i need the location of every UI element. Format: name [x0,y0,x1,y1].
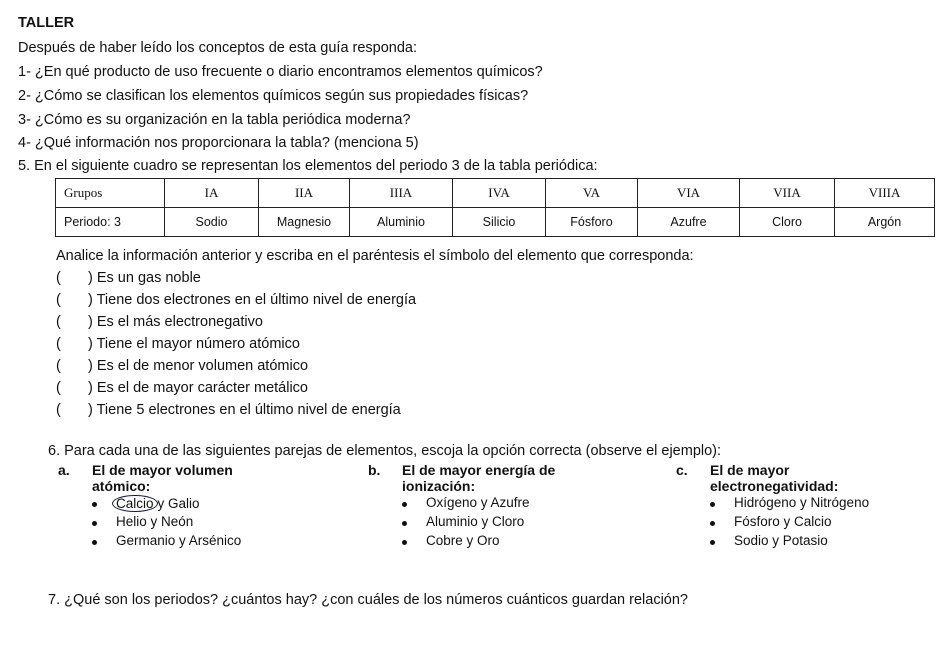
list-item [92,514,338,533]
pair-text: Germanio y Arsénico [116,533,242,548]
list-item [56,358,308,374]
table-cell: Sodio [165,208,259,237]
pair-text: Hidrógeno y Nitrógeno [734,495,870,510]
paren-open: ( [56,380,61,396]
question-1: 1- ¿En qué producto de uso frecuente o diario encontramos elementos químicos? [18,64,543,80]
table-cell: Magnesio [259,208,350,237]
intro-text: Después de haber leído los conceptos de esta guía responda: [18,40,418,56]
paren-item-text: ) Tiene dos electrones en el último nivel de energía [88,292,417,308]
table-cell: VA [546,179,638,208]
table-cell: Grupos [56,179,165,208]
table-cell: Periodo: 3 [56,208,165,237]
paren-item-text: ) Es un gas noble [88,270,201,286]
list-item [56,336,300,352]
question-6: 6. Para cada una de las siguientes parejas de elementos, escoja la opción correcta (observe el ejemplo): [48,443,722,459]
paren-open: ( [56,402,61,418]
worksheet-title: TALLER [18,15,75,31]
table-cell: IIA [259,179,350,208]
paren-item-text: ) Es el de mayor carácter metálico [88,380,308,396]
table-cell: IA [165,179,259,208]
pair-text: Oxígeno y Azufre [426,495,530,510]
option-subheading: ionización: [402,478,476,494]
list-item [402,533,658,552]
paren-open: ( [56,270,61,286]
list-item [56,314,263,330]
question-5: 5. En el siguiente cuadro se representan los elementos del periodo 3 de la tabla periódica: [18,158,598,174]
bullet-icon [92,502,97,507]
option-letter: c. [676,462,688,478]
analyze-instruction: Analice la información anterior y escriba en el paréntesis el símbolo del elemento que corresponda: [56,248,694,264]
bullet-icon [402,502,407,507]
option-letter: a. [58,462,70,478]
table-row [56,208,935,237]
paren-open: ( [56,292,61,308]
list-item [710,514,938,533]
option-subheading: electronegatividad: [710,478,839,494]
list-item [402,514,658,533]
bullet-icon [710,502,715,507]
paren-item-text: ) Es el más electronegativo [88,314,263,330]
list-item [56,402,401,418]
circled-answer: Calcio [112,495,158,512]
table-cell: Silicio [453,208,546,237]
paren-open: ( [56,314,61,330]
table-cell: Fósforo [546,208,638,237]
question-7: 7. ¿Qué son los periodos? ¿cuántos hay? ¿con cuáles de los números cuánticos guardan relación? [48,592,688,608]
list-item [56,292,416,308]
table-cell: Cloro [740,208,835,237]
option-letter: b. [368,462,381,478]
bullet-icon [710,540,715,545]
pair-text: Cobre y Oro [426,533,500,548]
table-cell: IVA [453,179,546,208]
pair-text: Helio y Neón [116,514,194,529]
option-heading: El de mayor volumen [92,462,233,478]
pair-text: Fósforo y Calcio [734,514,832,529]
option-b [368,462,658,552]
list-item [56,380,308,396]
question-3: 3- ¿Cómo es su organización en la tabla periódica moderna? [18,112,411,128]
paren-item-text: ) Tiene el mayor número atómico [88,336,300,352]
option-heading: El de mayor [710,462,790,478]
bullet-icon [402,521,407,526]
question-4: 4- ¿Qué información nos proporcionara la tabla? (menciona 5) [18,135,419,151]
bullet-icon [402,540,407,545]
bullet-icon [92,521,97,526]
list-item [402,495,658,514]
pair-text: Sodio y Potasio [734,533,828,548]
paren-item-text: ) Tiene 5 electrones en el último nivel de energía [88,402,401,418]
period-3-table [55,178,935,237]
table-cell: VIIIA [835,179,935,208]
option-a [58,462,338,552]
pair-text: Aluminio y Cloro [426,514,525,529]
table-header-row [56,179,935,208]
pair-rest: y Galio [157,496,200,511]
option-subheading: atómico: [92,478,151,494]
question-2: 2- ¿Cómo se clasifican los elementos químicos según sus propiedades físicas? [18,88,529,104]
list-item [56,270,201,286]
list-item [710,495,938,514]
paren-item-text: ) Es el de menor volumen atómico [88,358,309,374]
list-item [92,495,338,514]
table-cell: Argón [835,208,935,237]
table-cell: VIIA [740,179,835,208]
list-item [710,533,938,552]
bullet-icon [710,521,715,526]
option-heading: El de mayor energía de [402,462,556,478]
bullet-icon [92,540,97,545]
table-cell: Aluminio [350,208,453,237]
paren-open: ( [56,358,61,374]
table-cell: VIA [638,179,740,208]
option-c [676,462,938,552]
table-cell: IIIA [350,179,453,208]
paren-open: ( [56,336,61,352]
list-item [92,533,338,552]
table-cell: Azufre [638,208,740,237]
